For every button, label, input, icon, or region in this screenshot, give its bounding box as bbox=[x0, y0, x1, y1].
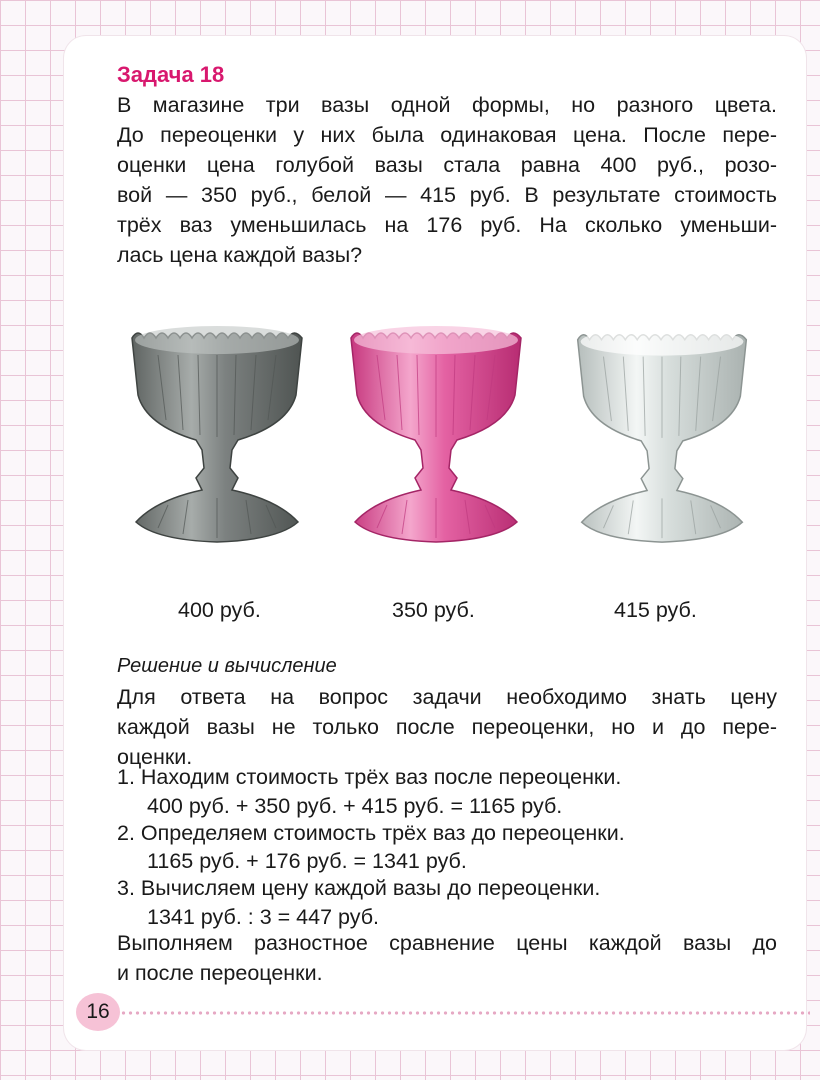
grey-vase bbox=[128, 300, 306, 552]
task-text bbox=[117, 90, 777, 270]
solution-outro bbox=[117, 928, 777, 988]
page-number: 16 bbox=[76, 993, 120, 1031]
step-3-calc: 1341 руб. : 3 = 447 руб. bbox=[147, 905, 380, 929]
solution-intro bbox=[117, 682, 777, 772]
step-1-label: 1. Находим стоимость трёх ваз после переоценки. bbox=[117, 765, 622, 789]
task-line: вой — 350 руб., белой — 415 руб. В результате стоимость bbox=[117, 183, 777, 207]
price-grey-vase: 400 руб. bbox=[178, 598, 261, 622]
task-title: Задача 18 bbox=[117, 62, 225, 87]
price-pink-vase: 350 руб. bbox=[392, 598, 475, 622]
task-line: До переоценки у них была одинаковая цена. После пере- bbox=[117, 123, 777, 147]
task-line: трёх ваз уменьшилась на 176 руб. На сколько уменьши- bbox=[117, 213, 777, 237]
task-line: оценки цена голубой вазы стала равна 400 руб., розо- bbox=[117, 153, 777, 177]
solution-line: Для ответа на вопрос задачи необходимо знать цену bbox=[117, 685, 777, 709]
solution-line: и после переоценки. bbox=[117, 961, 323, 985]
step-2-calc: 1165 руб. + 176 руб. = 1341 руб. bbox=[147, 849, 467, 873]
pink-vase bbox=[346, 300, 526, 552]
clear-vase bbox=[572, 302, 752, 552]
step-3-label: 3. Вычисляем цену каждой вазы до переоценки. bbox=[117, 876, 601, 900]
price-clear-vase: 415 руб. bbox=[614, 598, 697, 622]
solution-line: Выполняем разностное сравнение цены каждой вазы до bbox=[117, 931, 777, 955]
solution-line: каждой вазы не только после переоценки, но и до пере- bbox=[117, 715, 777, 739]
solution-heading: Решение и вычисление bbox=[117, 655, 337, 677]
solution-line: оценки. bbox=[117, 745, 193, 769]
task-line: В магазине три вазы одной формы, но разного цвета. bbox=[117, 93, 777, 117]
step-2-label: 2. Определяем стоимость трёх ваз до переоценки. bbox=[117, 821, 625, 845]
task-line: лась цена каждой вазы? bbox=[117, 243, 363, 267]
footer-dotted-line bbox=[120, 1011, 810, 1015]
step-1-calc: 400 руб. + 350 руб. + 415 руб. = 1165 руб. bbox=[147, 794, 563, 818]
